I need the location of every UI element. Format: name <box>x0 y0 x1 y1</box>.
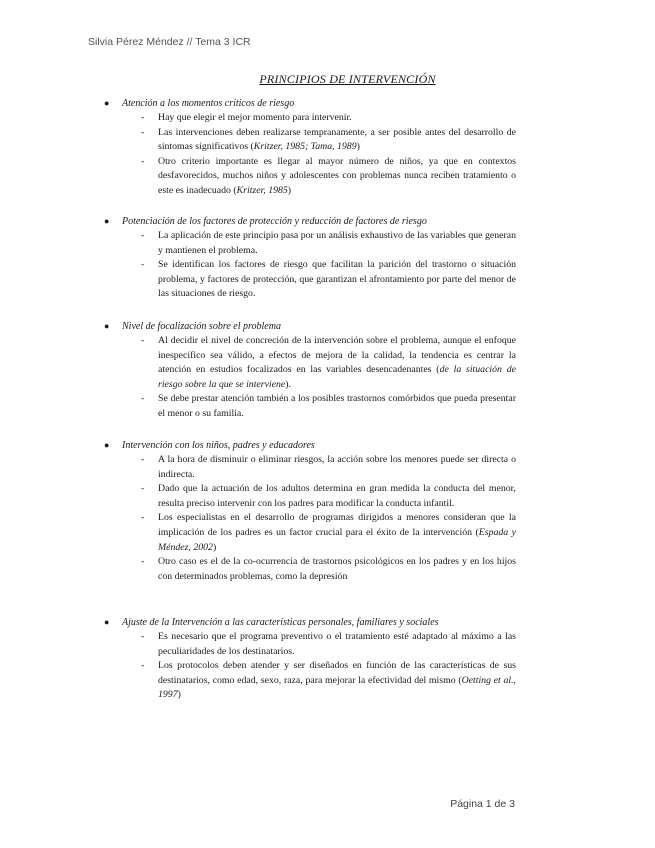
page-number: Página 1 de 3 <box>450 798 515 810</box>
dash-icon: - <box>141 512 145 524</box>
list-item <box>104 453 516 482</box>
list-item <box>104 126 516 155</box>
list-item <box>104 258 516 302</box>
page-title: PRINCIPIOS DE INTERVENCIÓN <box>259 72 436 86</box>
item-reference: Kritzer, 1985 <box>236 184 288 196</box>
list-item <box>104 630 516 659</box>
dash-icon: - <box>141 126 145 138</box>
list-item <box>104 511 516 555</box>
dash-icon: - <box>141 259 145 271</box>
list-item <box>104 555 516 584</box>
bullet-icon: ● <box>104 321 110 331</box>
list-item <box>104 659 516 703</box>
dash-icon: - <box>141 230 145 241</box>
dash-icon: - <box>141 155 145 167</box>
item-text-after: ) <box>212 541 217 553</box>
page-header: Silvia Pérez Méndez // Tema 3 ICR <box>88 36 251 48</box>
section-title <box>104 319 516 334</box>
dash-icon: - <box>141 112 145 123</box>
list-item <box>104 334 516 392</box>
list-item <box>104 482 516 511</box>
section-title-text: Intervención con los niños, padres y educadores <box>122 440 315 451</box>
bullet-icon: ● <box>104 440 110 450</box>
dash-icon: - <box>141 454 145 465</box>
section-title-text: Atención a los momentos críticos de riesgo <box>122 98 295 109</box>
item-text: Se identifican los factores de riesgo que facilitan la parición del trastorno o situación problema, y factores de protección, que garantizan el afrontamiento por parte del menor de las situaciones de riesgo. <box>158 259 516 300</box>
section-title <box>104 96 516 111</box>
dash-icon: - <box>141 660 145 672</box>
item-text-after: ). <box>285 378 291 390</box>
list-item <box>104 111 516 126</box>
item-text: A la hora de disminuir o eliminar riesgos, la acción sobre los menores puede ser directa o indirecta. <box>158 454 516 480</box>
bullet-icon: ● <box>104 98 110 108</box>
bullet-icon: ● <box>104 216 110 226</box>
section-title-text: Potenciación de los factores de protección y reducción de factores de riesgo <box>122 216 427 227</box>
section-nivel-focalizacion <box>104 319 516 422</box>
item-text-after: ) <box>177 689 181 701</box>
item-text: Los protocolos deben atender y ser diseñados en función de las características de sus destinatarios, como edad, sexo, raza, para mejorar la efectividad del mismo ( <box>158 660 516 686</box>
item-text: Otro criterio importante es llegar al mayor número de niños, ya que en contextos desfavorecidos, muchos niños y adolescentes con problemas nunca reciben tratamiento o este es inadecuado ( <box>158 155 516 196</box>
section-momentos-criticos <box>104 96 516 199</box>
item-text: Hay que elegir el mejor momento para intervenir. <box>158 112 352 123</box>
item-text: Otro caso es el de la co-ocurrencia de trastornos psicológicos en los padres y en los hijos con determinados problemas, como la depresión <box>158 556 516 582</box>
section-title <box>104 438 516 453</box>
list-item <box>104 392 516 421</box>
section-title-text: Ajuste de la Intervención a las características personales, familiares y sociales <box>122 617 439 628</box>
item-text-after: ) <box>356 141 360 153</box>
dash-icon: - <box>141 631 145 642</box>
item-text: Se debe prestar atención también a los posibles trastornos comórbidos que pueda presentar el menor o su familia. <box>158 393 516 419</box>
dash-icon: - <box>141 393 145 405</box>
list-item <box>104 155 516 199</box>
item-reference: Oetting et al., 1997 <box>158 674 516 701</box>
section-factores-proteccion <box>104 214 516 302</box>
item-text: La aplicación de este principio pasa por un análisis exhaustivo de las variables que generan y mantienen el problema. <box>158 230 516 256</box>
dash-icon: - <box>141 483 145 495</box>
item-reference: Espada y Méndez, 2002 <box>158 526 516 553</box>
item-reference: Kritzer, 1985; Tama, 1989 <box>253 141 357 153</box>
bullet-icon: ● <box>104 617 110 627</box>
dash-icon: - <box>141 556 145 568</box>
section-ajuste-intervencion <box>104 615 516 703</box>
list-item <box>104 229 516 258</box>
section-title <box>104 615 516 630</box>
item-text: Al decidir el nivel de concreción de la intervención sobre el problema, aunque el enfoque inespecífico sea válido, a efectos de mejora de la calidad, la tendencia es centrar la atención en estudios focalizados en las variables desencadenantes ( <box>158 335 516 376</box>
item-text: Dado que la actuación de los adultos determina en gran medida la conducta del menor, resulta preciso intervenir con los padres para modificar la conducta infantil. <box>158 483 516 509</box>
item-text: Las intervenciones deben realizarse tempranamente, a ser posible antes del desarrollo de síntomas significativos ( <box>158 126 516 153</box>
item-text-after: ) <box>287 184 292 196</box>
section-ninos-padres-educadores <box>104 438 516 584</box>
section-title <box>104 214 516 229</box>
section-title-text: Nivel de focalización sobre el problema <box>122 321 281 332</box>
dash-icon: - <box>141 335 145 346</box>
item-reference: de la situación de riesgo sobre la que se interviene <box>158 364 516 390</box>
item-text: Es necesario que el programa preventivo o el tratamiento esté adaptado al máximo a las peculiaridades de los destinatarios. <box>158 631 516 657</box>
item-text: Los especialistas en el desarrollo de programas dirigidos a menores consideran que la implicación de los padres es un factor crucial para el éxito de la intervención ( <box>158 512 516 538</box>
